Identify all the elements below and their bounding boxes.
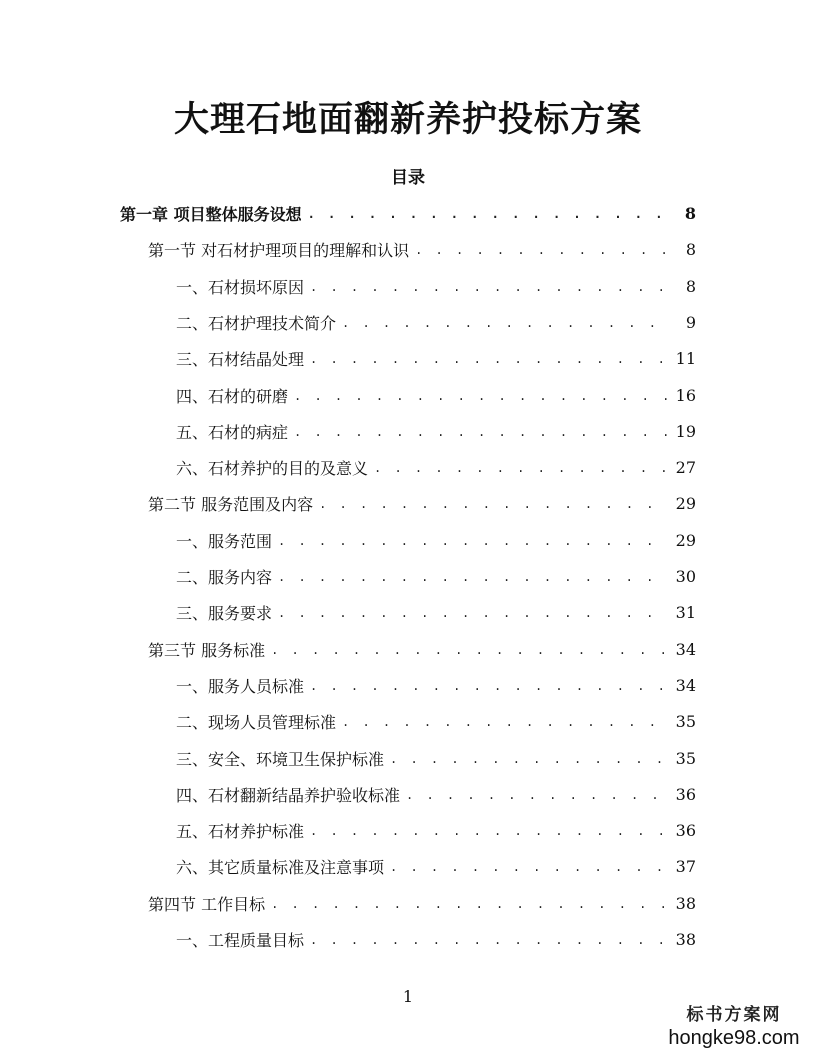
toc-entry-page: 31 [675, 602, 696, 622]
toc-entry-page: 35 [675, 748, 696, 768]
toc-entry-page: 34 [675, 675, 696, 695]
toc-entry[interactable] [176, 740, 696, 776]
toc-entry-label: 第三节 服务标准 [148, 640, 266, 660]
toc-entry-label: 第一节 对石材护理项目的理解和认识 [148, 240, 410, 260]
toc-entry[interactable] [176, 304, 696, 340]
watermark-logo [666, 1000, 802, 1050]
toc-dot-leader [310, 824, 668, 848]
toc-entry-label: 六、石材养护的目的及意义 [176, 458, 369, 478]
toc-entry-label: 一、工程质量目标 [176, 930, 305, 950]
toc-entry[interactable] [176, 776, 696, 812]
toc-entry-page: 30 [675, 566, 696, 586]
toc-dot-leader [342, 316, 668, 340]
toc-entry-label: 三、安全、环境卫生保护标准 [176, 749, 385, 769]
toc-dot-leader [342, 715, 668, 739]
toc-entry-label: 第一章 项目整体服务设想 [120, 204, 302, 224]
toc-entry-label: 三、服务要求 [176, 603, 273, 623]
toc-entry-page: 11 [675, 348, 696, 368]
toc-entry[interactable] [176, 377, 696, 413]
toc-dot-leader [310, 679, 668, 703]
toc-entry-label: 四、石材的研磨 [176, 386, 289, 406]
toc-entry[interactable] [148, 885, 696, 921]
toc-entry-page: 8 [684, 203, 696, 223]
toc-entry[interactable] [176, 812, 696, 848]
toc-entry[interactable] [176, 703, 696, 739]
toc-dot-leader [278, 534, 668, 558]
toc-dot-leader [271, 643, 668, 667]
toc-entry-label: 二、服务内容 [176, 567, 273, 587]
toc-entry-page: 8 [685, 276, 696, 296]
toc-entry-page: 19 [675, 421, 696, 441]
toc-entry-page: 38 [675, 929, 696, 949]
toc-entry[interactable] [176, 594, 696, 630]
toc-heading: 目录 [391, 168, 425, 188]
toc-entry-page: 8 [685, 239, 696, 259]
watermark-title: 标书方案网 [686, 1005, 782, 1024]
toc-dot-leader [294, 425, 668, 449]
toc-entry[interactable] [176, 413, 696, 449]
toc-entry[interactable] [176, 268, 696, 304]
toc-entry[interactable] [148, 485, 696, 521]
toc-entry-label: 五、石材养护标准 [176, 821, 305, 841]
toc-entry[interactable] [176, 449, 696, 485]
toc-entry-label: 六、其它质量标准及注意事项 [176, 857, 385, 877]
toc-dot-leader [310, 933, 668, 957]
page-number: 1 [402, 987, 414, 1006]
toc-entry-label: 第四节 工作目标 [148, 894, 266, 914]
toc-dot-leader [374, 461, 668, 485]
toc-entry-page: 36 [675, 820, 696, 840]
document-title: 大理石地面翻新养护投标方案 [173, 99, 642, 140]
toc-entry-label: 二、现场人员管理标准 [176, 712, 337, 732]
toc-entry-page: 37 [675, 856, 696, 876]
toc-entry[interactable] [176, 558, 696, 594]
toc-entry-page: 9 [685, 312, 696, 332]
toc-entry-page: 38 [675, 893, 696, 913]
toc-dot-leader [310, 280, 668, 304]
toc-entry[interactable] [148, 231, 696, 267]
toc-entry-label: 四、石材翻新结晶养护验收标准 [176, 785, 401, 805]
toc-entry-label: 五、石材的病症 [176, 422, 289, 442]
toc-entry[interactable] [176, 667, 696, 703]
toc-entry-label: 三、石材结晶处理 [176, 349, 305, 369]
toc-dot-leader [278, 570, 668, 594]
toc-entry[interactable] [120, 195, 696, 231]
toc-entry[interactable] [176, 522, 696, 558]
toc-entry-page: 29 [675, 530, 696, 550]
toc-dot-leader [310, 352, 668, 376]
toc-entry-label: 一、石材损坏原因 [176, 277, 305, 297]
toc-entry[interactable] [148, 631, 696, 667]
toc-dot-leader [271, 897, 668, 921]
toc-dot-leader [415, 243, 668, 267]
toc-dot-leader [294, 389, 668, 413]
toc-dot-leader [390, 752, 668, 776]
toc-entry[interactable] [176, 921, 696, 957]
toc-dot-leader [390, 860, 668, 884]
toc-entry-page: 36 [675, 784, 696, 804]
toc-entry-label: 一、服务范围 [176, 531, 273, 551]
toc-entry-label: 一、服务人员标准 [176, 676, 305, 696]
toc-entry[interactable] [176, 340, 696, 376]
toc-dot-leader [319, 497, 668, 521]
toc-entry-page: 34 [675, 639, 696, 659]
toc-entry-page: 35 [675, 711, 696, 731]
toc-entry-page: 29 [675, 493, 696, 513]
toc-dot-leader [406, 788, 668, 812]
toc-entry-page: 27 [675, 457, 696, 477]
watermark-url: hongke98.com [668, 1027, 800, 1049]
toc-dot-leader [278, 606, 668, 630]
toc-dot-leader [308, 207, 668, 231]
toc-entry-label: 第二节 服务范围及内容 [148, 494, 314, 514]
toc-entry-label: 二、石材护理技术简介 [176, 313, 337, 333]
toc-entry[interactable] [176, 848, 696, 884]
toc-entry-page: 16 [675, 385, 696, 405]
